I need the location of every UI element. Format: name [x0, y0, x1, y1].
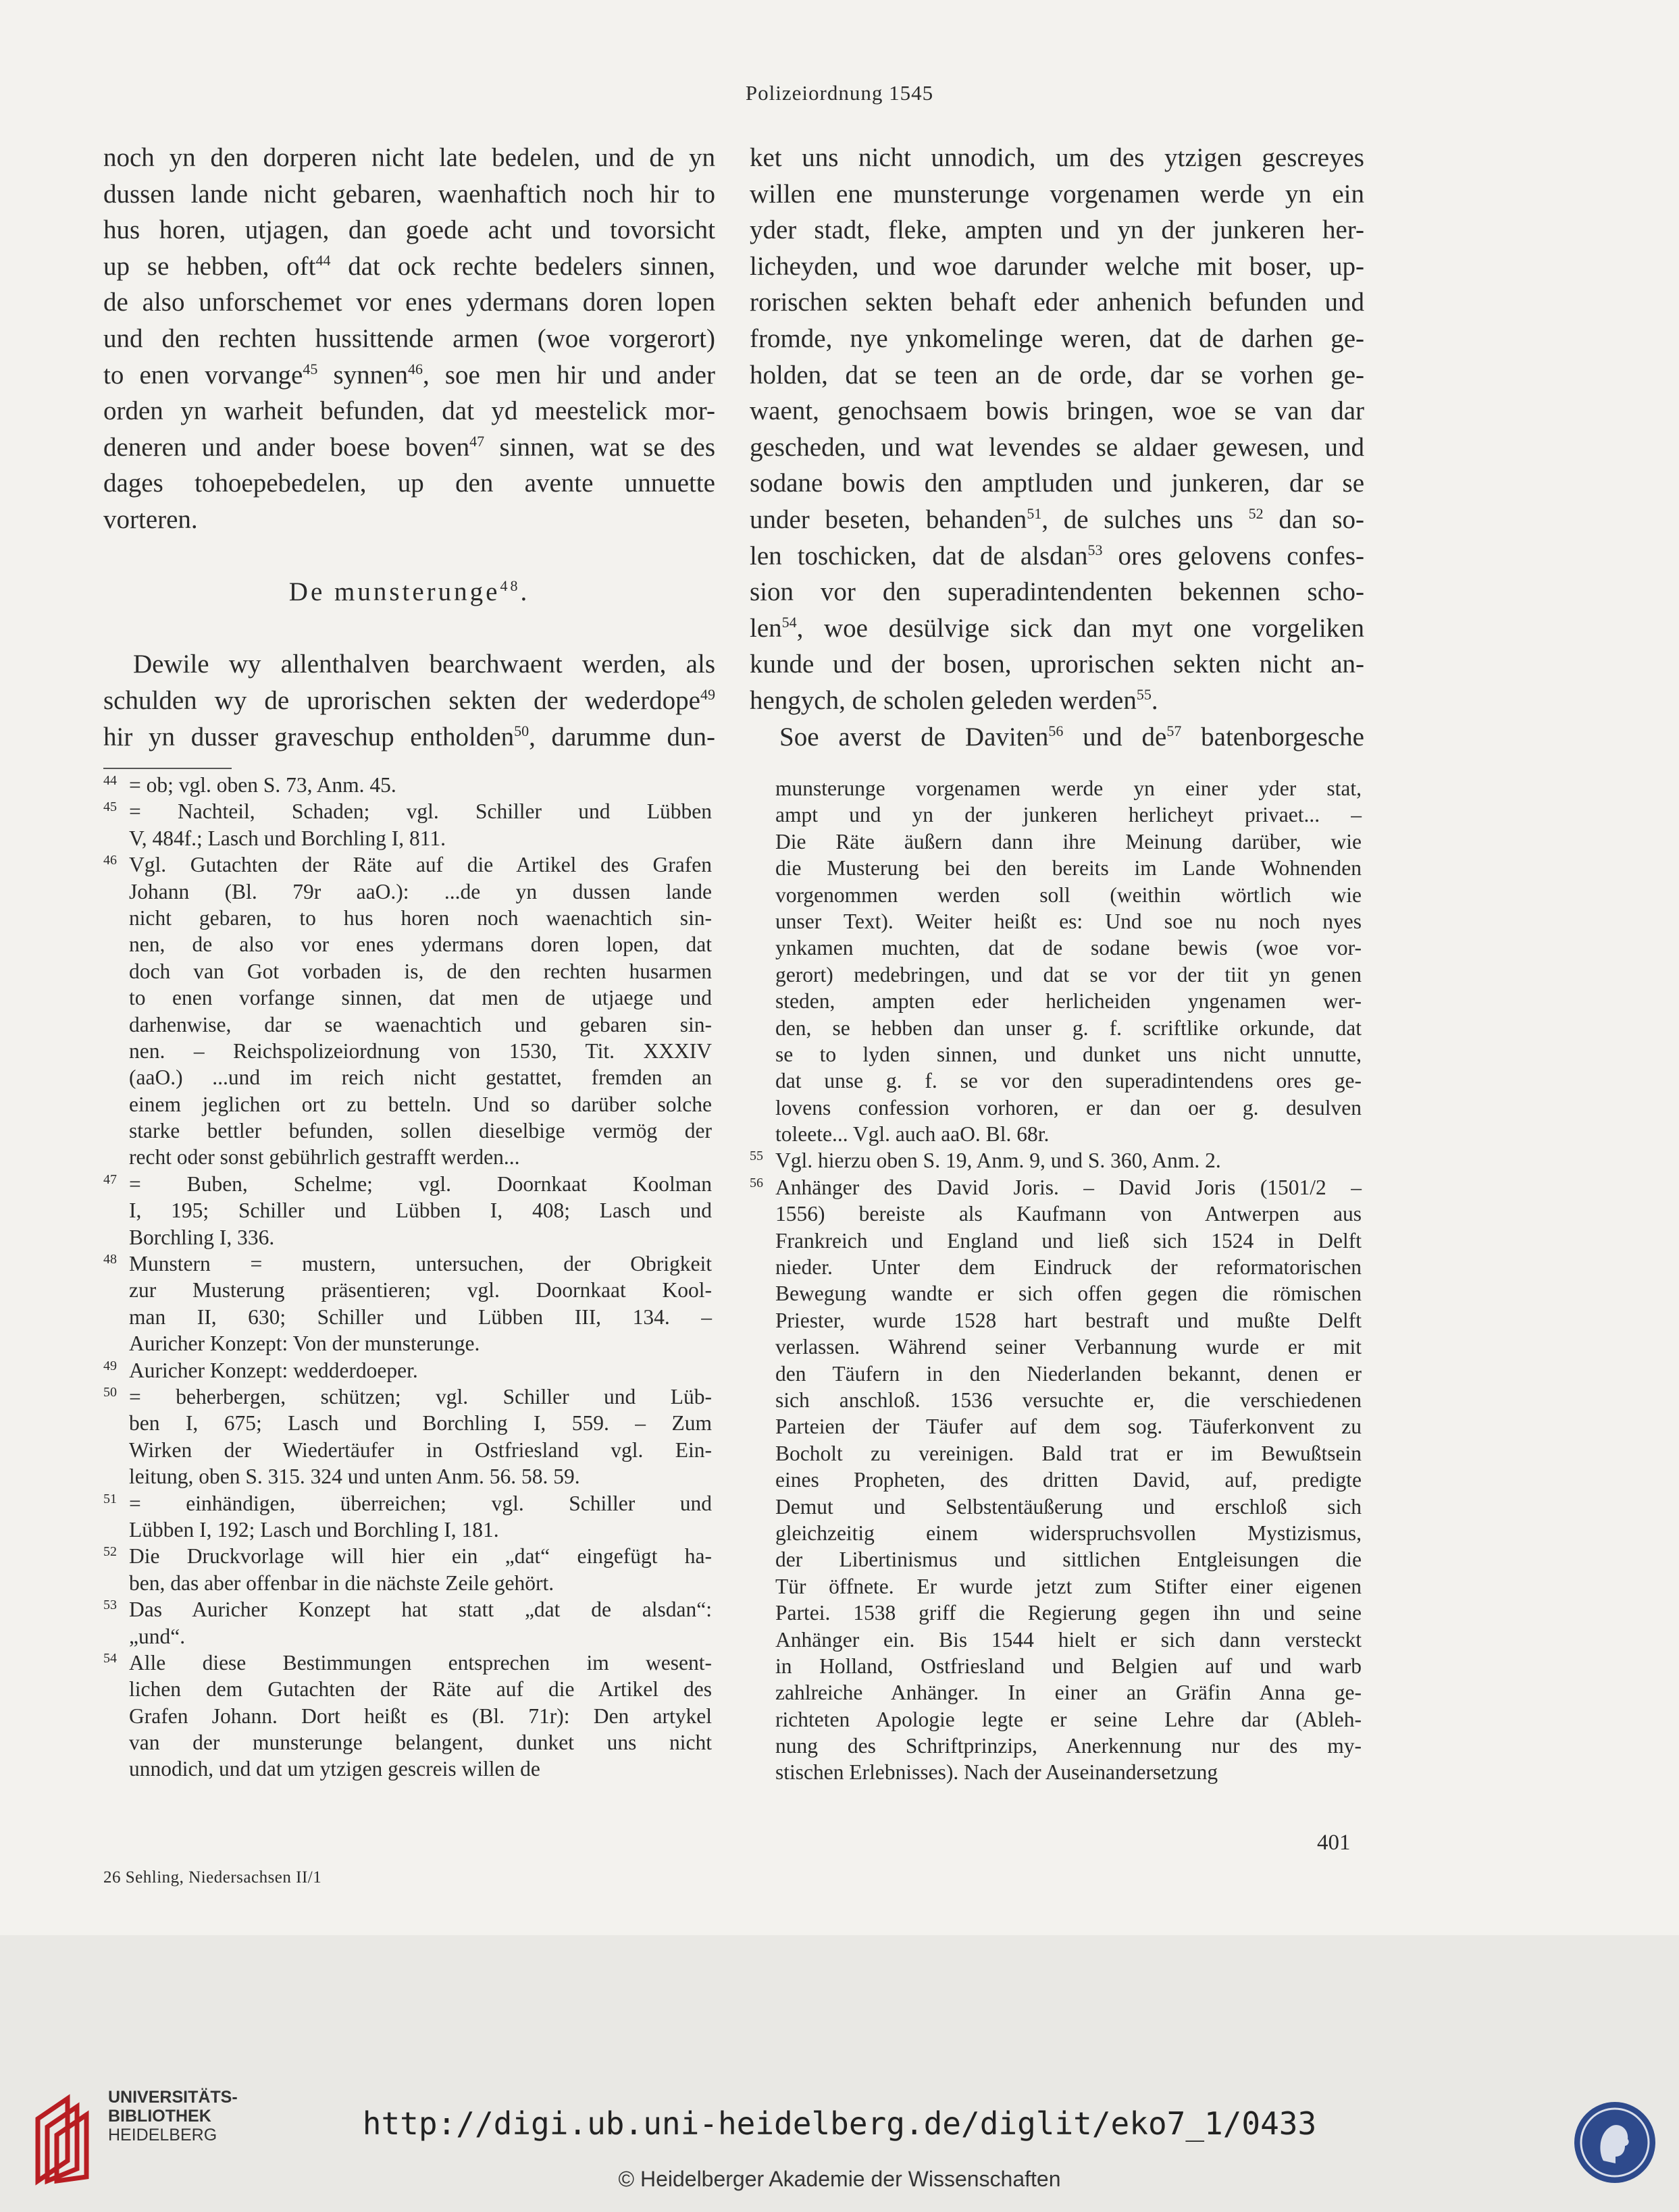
text-run: . — [1151, 685, 1158, 715]
text-run: noch yn den dorperen nicht late bedelen, und de yn — [103, 143, 715, 172]
text-run: synnen — [317, 360, 408, 390]
text-line — [750, 574, 1364, 610]
text-run: dussen lande nicht gebaren, waenhaftich noch hir to — [103, 179, 715, 209]
text-line — [103, 719, 715, 756]
institution-line: BIBLIOTHEK — [108, 2107, 211, 2126]
footnote-ref: 53 — [1087, 541, 1103, 558]
footnote-line: vorgenommen werden soll (weithin wörtlich wie — [775, 883, 1362, 907]
footnote-line: zur Musterung präsentieren; vgl. Doornkaat Kool- — [129, 1278, 712, 1302]
copyright-notice: © Heidelberger Akademie der Wissenschaften — [618, 2167, 1061, 2191]
page-number: 401 — [1317, 1831, 1351, 1855]
footnote-line: man II, 630; Schiller und Lübben III, 134. – — [129, 1305, 712, 1329]
text-line — [750, 429, 1364, 466]
footnote-line: to enen vorfange sinnen, dat men de utjaege und — [129, 986, 712, 1010]
text-run: , woe desülvige sick dan myt one vorgeliken — [796, 613, 1364, 643]
text-line — [103, 248, 715, 285]
footnote-line: = beherbergen, schützen; vgl. Schiller und Lüb- — [129, 1384, 712, 1408]
footnote-line: Wirken der Wiedertäufer in Ostfriesland vgl. Ein- — [129, 1438, 712, 1462]
text-run: Soe averst de Daviten — [779, 722, 1049, 752]
footnote-line: Die Räte äußern dann ihre Meinung darüber, wie — [775, 829, 1362, 853]
text-run: , soe men hir und ander — [422, 360, 715, 390]
text-run: waent, genochsaem bowis bringen, woe se van dar — [750, 396, 1364, 426]
footnote-line: Tür öffnete. Er wurde jetzt zum Stifter einer eigenen — [775, 1574, 1362, 1598]
footnote-line: zahlreiche Anhänger. In einer an Gräfin Anna ge- — [775, 1681, 1362, 1705]
text-run: hus horen, utjagen, dan goede acht und tovorsicht — [103, 215, 715, 245]
footnote — [103, 772, 712, 798]
text-line — [103, 465, 715, 502]
footnote-line: = Buben, Schelme; vgl. Doornkaat Koolman — [129, 1171, 712, 1196]
footnote-line: Grafen Johann. Dort heißt es (Bl. 71r): Den artykel — [129, 1704, 712, 1728]
text-run: de also unforschemet vor enes ydermans doren lopen — [103, 288, 715, 317]
footnote-line: nen. – Reichspolizeiordnung von 1530, Tit. XXXIV — [129, 1038, 712, 1063]
footnote — [103, 1357, 712, 1384]
text-run: orden yn warheit befunden, dat yd meestelick mor- — [103, 396, 715, 426]
footnote-line: doch van Got vorbaden is, de den rechten husarmen — [129, 959, 712, 983]
footnote-line: munsterunge vorgenamen werde yn einer yder stat, — [775, 776, 1362, 800]
footnote-line: Borchling I, 336. — [129, 1225, 275, 1249]
footnote-rule — [103, 768, 232, 769]
text-run: batenborgesche — [1181, 722, 1364, 752]
footnote-line: ynkamen muchten, dat de sodane bewis (woe vor- — [775, 936, 1362, 960]
text-run: gescheden, und wat levendes se aldaer gewesen, und — [750, 432, 1364, 462]
text-line — [750, 357, 1364, 394]
footnote — [750, 1147, 1362, 1174]
footnote-ref: 47 — [469, 432, 485, 450]
footnote-line: der Libertinismus und sittlichen Entgleisungen die — [775, 1548, 1362, 1572]
text-run: willen ene munsterunge vorgenamen werde yn ein — [750, 179, 1364, 209]
footnote-line: dat unse g. f. se vor den superadintendens ores ge- — [775, 1069, 1362, 1093]
footnote-line: Lübben I, 192; Lasch und Borchling I, 181. — [129, 1517, 499, 1542]
footnote-ref: 55 — [1136, 685, 1152, 703]
footnote-line: „und“. — [129, 1624, 186, 1648]
footnote-line: Partei. 1538 griff die Regierung gegen ihn und seine — [775, 1601, 1362, 1625]
footnote-line: Bewegung wandte er sich offen gegen die römischen — [775, 1282, 1362, 1306]
footnote-line: gleichzeitig einem widerspruchsvollen Mystizismus, — [775, 1521, 1362, 1545]
footnote-line: sich anschloß. 1536 versuchte er, die verschiedenen — [775, 1388, 1362, 1412]
text-run: und de — [1063, 722, 1167, 752]
text-run: len — [750, 613, 782, 643]
footnote — [103, 1384, 712, 1490]
footnote — [103, 798, 712, 851]
text-run: len toschicken, dat de alsdan — [750, 541, 1088, 571]
footnote-line: lovens confession vorhoren, er dan oer g. desulven — [775, 1095, 1362, 1120]
footnote-line: Frankreich und England und ließ sich 1524 in Delft — [775, 1228, 1362, 1253]
footnote-ref: 48 — [500, 577, 521, 595]
footnote-line: nung des Schriftprinzips, Anerkennung nur des my- — [775, 1734, 1362, 1758]
footnote-number: 48 — [103, 1252, 117, 1267]
text-run: up se hebben, oft — [103, 251, 316, 281]
text-run: sodane bowis den amptluden und junkeren, dar se — [750, 469, 1364, 498]
text-line — [103, 284, 715, 321]
text-run: holden, dat se teen an de orde, dar se vorhen ge- — [750, 360, 1364, 390]
footnote-line: steden, ampten eder herlicheiden yngenamen wer- — [775, 989, 1362, 1013]
footnote-line: stischen Erlebnisses). Nach der Auseinandersetzung — [775, 1760, 1218, 1785]
footnote-line: ben I, 675; Lasch und Borchling I, 559. – Zum — [129, 1411, 712, 1436]
text-line — [103, 212, 715, 248]
footnote-ref: 49 — [700, 685, 715, 703]
footnote-line: unnodich, und dat um ytzigen gescreis willen de — [129, 1757, 540, 1781]
footnote-line: den, se hebben dan unser g. f. scriftlike orkunde, dat — [775, 1016, 1362, 1040]
footnote-line: starke bettler befunden, sollen dieselbige vermög der — [129, 1119, 712, 1143]
footnote-line: ben, das aber offenbar in die nächste Zeile gehört. — [129, 1571, 554, 1595]
text-line — [750, 212, 1364, 248]
text-run: De munsterunge — [288, 577, 500, 607]
footnote-ref: 57 — [1166, 722, 1182, 739]
footnote-line: Anhänger des David Joris. – David Joris (1501/2 – — [775, 1175, 1362, 1199]
footnotes-right — [750, 775, 1362, 1786]
text-run: sion vor den superadintendenten bekennen scho- — [750, 577, 1364, 607]
text-run: . — [520, 577, 530, 607]
footnote-continuation — [750, 775, 1362, 1147]
text-line — [103, 429, 715, 466]
footnote-number: 47 — [103, 1171, 117, 1187]
footnote-line: nen, de also vor enes ydermans doren lopen, dat — [129, 932, 712, 957]
footnote-line: recht oder sonst gebührlich gestrafft werden... — [129, 1145, 520, 1169]
text-line — [750, 502, 1364, 538]
footnote — [103, 1250, 712, 1357]
footnote-line: nieder. Unter dem Eindruck der reformatorischen — [775, 1255, 1362, 1280]
text-line — [103, 357, 715, 394]
text-run: dages tohoepebedelen, up den avente unnuette — [103, 469, 715, 498]
footnote-line: eines Propheten, des dritten David, auf, predigte — [775, 1468, 1362, 1492]
footnote-line: die Musterung bei den bereits im Lande Wohnenden — [775, 856, 1362, 880]
footnote-number: 55 — [750, 1149, 763, 1164]
footnote-ref: 56 — [1048, 722, 1064, 739]
footnote-ref: 52 — [1248, 504, 1264, 522]
footnote — [103, 1596, 712, 1650]
footnote-number: 54 — [103, 1650, 117, 1666]
academy-seal-icon — [1571, 2099, 1659, 2186]
footnote-line: 1556) bereiste als Kaufmann von Antwerpen aus — [775, 1202, 1362, 1226]
footnote-ref: 44 — [315, 251, 331, 269]
text-run: und den rechten hussittende armen (woe vorgerort) — [103, 323, 715, 353]
footnote-line: van der munsterunge belangent, dunket uns nicht — [129, 1731, 712, 1755]
text-run: ket uns nicht unnodich, um des ytzigen gescreyes — [750, 143, 1364, 172]
footnote-line: Die Druckvorlage will hier ein „dat“ eingefügt ha- — [129, 1544, 712, 1569]
footnote-line: nicht gebaren, to hus horen noch waenachtich sin- — [129, 905, 712, 930]
footnote — [103, 851, 712, 1171]
footnote-line: Parteien der Täufer auf dem sog. Täuferkonvent zu — [775, 1415, 1362, 1439]
footnote-line: unser Text). Weiter heißt es: Und soe nu noch nyes — [775, 909, 1362, 933]
text-line — [103, 140, 715, 176]
footnote-line: (aaO.) ...und im reich nicht gestattet, fremden an — [129, 1065, 712, 1090]
text-run: hir yn dusser graveschup entholden — [103, 722, 515, 752]
footnote-line: ampt und yn der junkeren herlicheyt privaet... – — [775, 803, 1362, 827]
text-line — [750, 284, 1364, 321]
text-line — [103, 646, 715, 683]
left-column — [103, 140, 715, 755]
text-run: , de sulches uns — [1041, 504, 1249, 534]
text-run: rorischen sekten behaft eder anhenich befunden und — [750, 288, 1364, 317]
text-line — [750, 140, 1364, 176]
footnote-line: Das Auricher Konzept hat statt „dat de alsdan“: — [129, 1598, 712, 1622]
text-run: ores gelovens confes- — [1102, 541, 1364, 571]
permalink-url[interactable]: http://digi.ub.uni-heidelberg.de/diglit/eko7_1/0433 — [362, 2105, 1317, 2142]
footnote-line: darhenwise, dar se waenachtich und gebaren sin- — [129, 1012, 712, 1036]
footnote-number: 45 — [103, 799, 117, 815]
text-run: schulden wy de uprorischen sekten der wederdope — [103, 685, 700, 715]
footnote-line: Demut und Selbstentäußerung und erschloß sich — [775, 1494, 1362, 1519]
text-run: hengych, de scholen geleden werden — [750, 685, 1137, 715]
footnote — [103, 1543, 712, 1596]
text-run: licheyden, und woe darunder welche mit boser, up- — [750, 251, 1364, 281]
footnote-line: leitung, oben S. 315. 324 und unten Anm. 56. 58. 59. — [129, 1465, 580, 1489]
text-run: to enen vorvange — [103, 360, 303, 390]
footnote — [103, 1171, 712, 1250]
footnote-line: toleete... Vgl. auch aaO. Bl. 68r. — [775, 1122, 1050, 1147]
text-run: dan so- — [1263, 504, 1364, 534]
text-line — [103, 574, 715, 610]
institution-line: UNIVERSITÄTS- — [108, 2088, 238, 2107]
footnote-line: Auricher Konzept: wedderdoeper. — [129, 1358, 418, 1382]
footnote-line: Anhänger ein. Bis 1544 hielt er sich dann versteckt — [775, 1627, 1362, 1652]
footnote-line: Vgl. hierzu oben S. 19, Anm. 9, und S. 360, Anm. 2. — [775, 1149, 1221, 1173]
footnote-line: gerort) medebringen, und dat se vor der tiit yn genen — [775, 962, 1362, 986]
footnote-line: einem jeglichen ort zu betteln. Und so darüber solche — [129, 1092, 712, 1116]
text-line — [750, 610, 1364, 647]
footnote-ref: 46 — [407, 360, 423, 377]
footnote — [103, 1490, 712, 1544]
footnote-line: in Holland, Ostfriesland und Belgien auf und warb — [775, 1654, 1362, 1678]
footnote-line: V, 484f.; Lasch und Borchling I, 811. — [129, 826, 446, 850]
footnote-number: 46 — [103, 853, 117, 868]
footnotes-left — [103, 772, 712, 1783]
footnote-ref: 45 — [303, 360, 318, 377]
text-line — [750, 646, 1364, 683]
footnote-line: Auricher Konzept: Von der munsterunge. — [129, 1332, 480, 1356]
footnote-ref: 54 — [781, 613, 797, 631]
text-run: vorteren. — [103, 504, 198, 534]
signature-mark: 26 Sehling, Niedersachsen II/1 — [103, 1868, 322, 1887]
footnote-line: = ob; vgl. oben S. 73, Anm. 45. — [129, 773, 396, 797]
footnote-line: Priester, wurde 1528 hart bestraft und mußte Delft — [775, 1308, 1362, 1332]
footnote-line: Vgl. Gutachten der Räte auf die Artikel des Grafen — [129, 853, 712, 877]
text-line — [103, 176, 715, 213]
footnote-line: = einhändigen, überreichen; vgl. Schiller und — [129, 1491, 712, 1515]
footnote-line: Bocholt zu vereinigen. Bald trat er im Bewußtsein — [775, 1441, 1362, 1465]
footnote-line: verlassen. Während seiner Verbannung wurde er mit — [775, 1335, 1362, 1359]
footnote-line: Alle diese Bestimmungen entsprechen im wesent- — [129, 1650, 712, 1675]
institution-line: HEIDELBERG — [108, 2126, 217, 2144]
text-line — [750, 321, 1364, 357]
text-run: , darumme dun- — [529, 722, 715, 752]
text-line — [750, 248, 1364, 285]
footnote — [750, 1174, 1362, 1786]
footnote-ref: 51 — [1027, 504, 1042, 522]
text-line — [750, 538, 1364, 575]
footnote-number: 51 — [103, 1491, 117, 1506]
footnote-ref: 50 — [514, 722, 529, 739]
footnote-number: 52 — [103, 1544, 117, 1560]
text-line — [750, 683, 1364, 719]
text-run: kunde und der bosen, uprorischen sekten nicht an- — [750, 650, 1364, 679]
footnote-line: se to lyden sinnen, und dunket uns nicht unnutte, — [775, 1042, 1362, 1066]
footnote-number: 56 — [750, 1175, 763, 1190]
footnote-line: = Nachteil, Schaden; vgl. Schiller und Lübben — [129, 799, 712, 824]
text-run: fromde, nye ynkomelinge weren, dat de darhen ge- — [750, 323, 1364, 353]
footnote-number: 50 — [103, 1384, 117, 1400]
footnote-line: Johann (Bl. 79r aaO.): ...de yn dussen lande — [129, 879, 712, 903]
text-run: under beseten, behanden — [750, 504, 1027, 534]
footnote-number: 49 — [103, 1358, 117, 1373]
text-line — [750, 465, 1364, 502]
text-run: dat ock rechte bedelers sinnen, — [330, 251, 715, 281]
right-column — [750, 140, 1364, 755]
text-line — [103, 393, 715, 429]
text-run: Dewile wy allenthalven bearchwaent werden, als — [133, 650, 715, 679]
text-line — [103, 683, 715, 719]
text-line — [750, 176, 1364, 213]
text-line — [103, 321, 715, 357]
footnote-line: Munstern = mustern, untersuchen, der Obrigkeit — [129, 1252, 712, 1276]
footnote — [103, 1650, 712, 1783]
text-run: deneren und ander boese boven — [103, 432, 470, 462]
footnote-line: richteten Apologie legte er seine Lehre dar (Ableh- — [775, 1707, 1362, 1731]
footnote-number: 44 — [103, 773, 117, 788]
running-head: Polizeiordnung 1545 — [745, 81, 934, 105]
text-run: sinnen, wat se des — [484, 432, 715, 462]
spacer — [103, 610, 715, 647]
footnote-number: 53 — [103, 1598, 117, 1613]
footnote-line: den Täufern in den Niederlanden bekannt, denen er — [775, 1361, 1362, 1386]
text-run: yder stadt, fleke, ampten und yn der junkeren her- — [750, 215, 1364, 245]
footnote-line: lichen dem Gutachten der Räte auf die Artikel des — [129, 1677, 712, 1702]
spacer — [103, 538, 715, 575]
text-line — [750, 393, 1364, 429]
text-line — [103, 502, 715, 538]
text-line — [750, 719, 1364, 756]
footnote-line: I, 195; Schiller und Lübben I, 408; Lasch und — [129, 1199, 712, 1223]
